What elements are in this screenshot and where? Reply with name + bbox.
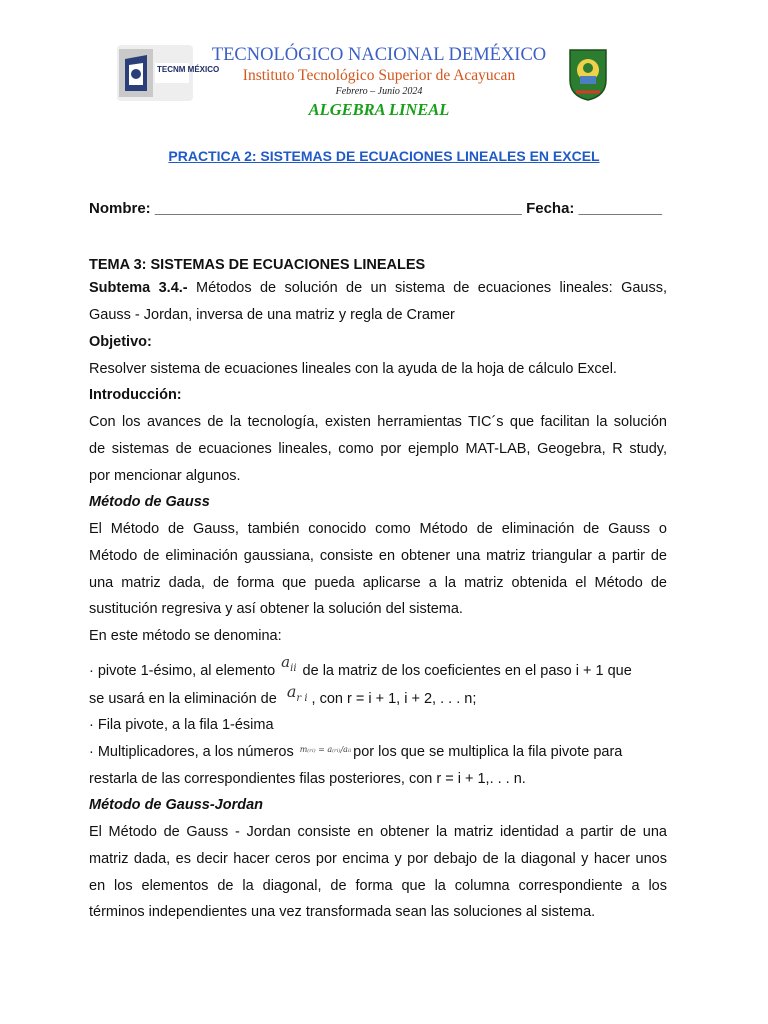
gauss-line-2: Método de eliminación gaussiana, consiste en obtener una matriz triangular a partir de bbox=[89, 548, 667, 564]
subtopic-line-1 bbox=[89, 275, 667, 302]
tecnm-logo bbox=[117, 45, 220, 101]
objective-heading: Objetivo: bbox=[89, 334, 152, 350]
ari-formula: $a_{r i}$ bbox=[286, 682, 308, 705]
denomina-line: En este método se denomina: bbox=[89, 628, 282, 644]
pivot-row-line: · Fila pivote, a la fila 1-ésima bbox=[89, 717, 274, 733]
gauss-jordan-line-3: en los elementos de la diagonal, de forma que la columna correspondiente a los bbox=[89, 878, 667, 894]
elimination-text-b: , con r = i + 1, i + 2, . . . n; bbox=[311, 691, 477, 707]
subtopic-text-1: Métodos de solución de un sistema de ecuaciones lineales: Gauss, bbox=[187, 280, 668, 296]
aii-formula: $a_{ii}$ bbox=[281, 653, 297, 674]
practice-title: PRACTICA 2: SISTEMAS DE ECUACIONES LINEALES EN EXCEL bbox=[168, 148, 600, 164]
intro-line-3: por mencionar algunos. bbox=[89, 468, 241, 484]
gauss-jordan-heading: Método de Gauss-Jordan bbox=[89, 797, 264, 813]
objective-text: Resolver sistema de ecuaciones lineales con la ayuda de la hoja de cálculo Excel. bbox=[89, 361, 617, 377]
itsa-shield-icon bbox=[566, 46, 610, 102]
intro-line-1: Con los avances de la tecnología, existen herramientas TIC´s que facilitan la solución bbox=[89, 414, 667, 430]
gauss-line-1: El Método de Gauss, también conocido como Método de eliminación de Gauss o bbox=[89, 521, 667, 537]
multipliers-line bbox=[89, 739, 667, 768]
multipliers-text-b: por los que se multiplica la fila pivote para bbox=[353, 744, 623, 760]
pivot-text-b: de la matriz de los coeficientes en el paso i + 1 que bbox=[302, 663, 632, 679]
multipliers-line-2: restarla de las correspondientes filas posteriores, con r = i + 1,. . . n. bbox=[89, 771, 526, 787]
subtopic-line-2: Gauss - Jordan, inversa de una matriz y regla de Cramer bbox=[89, 307, 455, 323]
gauss-line-4: sustitución regresiva y así obtener la solución del sistema. bbox=[89, 601, 463, 617]
subtopic-label: Subtema 3.4.- bbox=[89, 280, 188, 296]
tecnm-logo-text: TECNM MÉXICO bbox=[157, 65, 220, 74]
institution-name: TECNOLÓGICO NACIONAL DEMÉXICO bbox=[211, 45, 547, 65]
tecnm-logo-icon bbox=[117, 45, 220, 101]
elimination-text-a: se usará en la eliminación de bbox=[89, 691, 277, 707]
gauss-jordan-line-4: términos independientes una vez transformada sean las soluciones al sistema. bbox=[89, 904, 596, 920]
multipliers-text-a: · Multiplicadores, a los números bbox=[89, 744, 294, 760]
itsa-logo bbox=[566, 46, 610, 102]
gauss-heading: Método de Gauss bbox=[89, 494, 210, 510]
pivot-text-a: · pivote 1-ésimo, al elemento bbox=[89, 663, 276, 679]
topic-heading: TEMA 3: SISTEMAS DE ECUACIONES LINEALES bbox=[89, 257, 426, 273]
gauss-line-3: una matriz dada, de forma que pueda aplicarse a la matriz obtenida el Método de bbox=[89, 575, 667, 591]
introduction-heading: Introducción: bbox=[89, 387, 182, 403]
period-label: Febrero – Junio 2024 bbox=[335, 86, 423, 97]
gauss-jordan-line-2: matriz dada, es decir hacer ceros por encima y por debajo de la diagonal y hacer unos bbox=[89, 851, 667, 867]
intro-line-2: de sistemas de ecuaciones lineales, como por ejemplo MAT-LAB, Geogebra, R study, bbox=[89, 441, 667, 457]
gauss-jordan-line-1: El Método de Gauss - Jordan consiste en obtener la matriz identidad a partir de una bbox=[89, 824, 667, 840]
name-date-line: Nombre: ____________________________________________ Fecha: __________ bbox=[89, 200, 663, 217]
course-title: ALGEBRA LINEAL bbox=[308, 100, 450, 119]
subinstitution-name: Instituto Tecnológico Superior de Acayucan bbox=[242, 67, 516, 84]
multiplier-formula: m₍ᵣᵢ₎ = a₍ᵣᵢ₎/aᵢᵢ bbox=[299, 745, 352, 754]
